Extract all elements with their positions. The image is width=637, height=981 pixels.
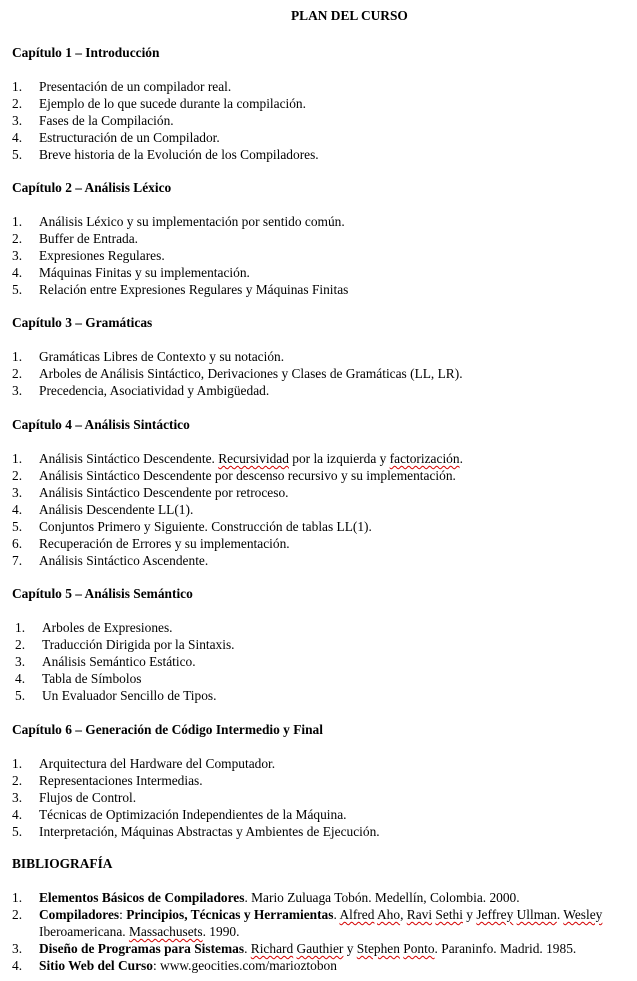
list-item: [12, 535, 637, 552]
item-number: 3.: [12, 941, 23, 956]
item-text: Máquinas Finitas y su implementación.: [39, 265, 250, 280]
chapter-6-section: [12, 721, 637, 840]
list-item: [12, 518, 637, 535]
bibliography-item: [12, 940, 637, 957]
item-text: Arquitectura del Hardware del Computador.: [39, 756, 276, 771]
chapter-2-section: [12, 179, 637, 298]
chapter-4-topic-list: [12, 450, 637, 569]
list-item: [12, 146, 637, 163]
item-number: 4.: [12, 265, 23, 280]
spellcheck-flagged-word[interactable]: Gauthier: [296, 941, 344, 956]
list-item: [12, 348, 637, 365]
item-text: Representaciones Intermedias.: [39, 773, 203, 788]
list-item: [12, 382, 637, 399]
list-item: [12, 484, 637, 501]
item-number: 1.: [12, 756, 23, 771]
list-item: [12, 78, 637, 95]
item-text: Conjuntos Primero y Siguiente. Construcción de tablas LL(1).: [39, 519, 372, 534]
spellcheck-flagged-word[interactable]: factorización: [389, 451, 460, 466]
list-item: [12, 636, 637, 653]
text-segment: .: [333, 907, 340, 922]
spellcheck-flagged-word[interactable]: Wesley: [563, 907, 603, 922]
item-number: 3.: [12, 383, 23, 398]
item-text: Un Evaluador Sencillo de Tipos.: [42, 688, 217, 703]
text-segment: y: [343, 941, 357, 956]
text-segment: . Paraninfo. Madrid. 1985.: [434, 941, 577, 956]
item-text: Estructuración de un Compilador.: [39, 130, 220, 145]
item-text: Traducción Dirigida por la Sintaxis.: [42, 637, 235, 652]
list-item: [12, 823, 637, 840]
chapter-5-topic-list: [12, 619, 637, 704]
item-number: 2.: [12, 231, 23, 246]
list-item: [12, 789, 637, 806]
item-text: [39, 450, 463, 467]
text-segment: y: [462, 907, 477, 922]
item-number: 3.: [12, 248, 23, 263]
item-number: 1.: [12, 890, 23, 905]
list-item: [12, 772, 637, 789]
list-item: [12, 213, 637, 230]
item-text: Análisis Descendente LL(1).: [39, 502, 194, 517]
chapter-4-section: [12, 416, 637, 569]
spellcheck-flagged-word[interactable]: Alfred: [339, 907, 375, 922]
list-item: [12, 619, 637, 636]
list-item: [12, 552, 637, 569]
spellcheck-flagged-word[interactable]: Richard: [250, 941, 294, 956]
chapter-1-heading: Capítulo 1 – Introducción: [12, 45, 160, 60]
item-number: 3.: [12, 113, 23, 128]
book-details: . Mario Zuluaga Tobón. Medellín, Colombia. 2000.: [244, 890, 520, 905]
item-text: Análisis Semántico Estático.: [42, 654, 196, 669]
item-number: 1.: [15, 620, 26, 635]
item-number: 1.: [12, 451, 23, 466]
chapter-2-topic-list: [12, 213, 637, 298]
item-text: Buffer de Entrada.: [39, 231, 139, 246]
bibliography-heading: BIBLIOGRAFÍA: [12, 856, 113, 871]
item-number: 4.: [15, 671, 26, 686]
text-segment: .: [556, 907, 564, 922]
chapter-5-section: [12, 585, 637, 704]
item-text: [39, 940, 629, 957]
item-text: [39, 889, 629, 906]
list-item: [12, 95, 637, 112]
item-number: 4.: [12, 130, 23, 145]
item-text: Análisis Léxico y su implementación por sentido común.: [39, 214, 345, 229]
list-item: [12, 450, 637, 467]
spellcheck-flagged-word[interactable]: Aho: [377, 907, 401, 922]
text-segment: ,: [400, 907, 407, 922]
list-item: [12, 129, 637, 146]
list-item: [12, 264, 637, 281]
list-item: [12, 653, 637, 670]
item-text: Arboles de Análisis Sintáctico, Derivaciones y Clases de Gramáticas (LL, LR).: [39, 366, 463, 381]
item-text: Expresiones Regulares.: [39, 248, 165, 263]
chapter-5-heading: Capítulo 5 – Análisis Semántico: [12, 586, 193, 601]
chapter-3-section: [12, 314, 637, 399]
list-item: [12, 365, 637, 382]
text-segment: :: [119, 907, 127, 922]
list-item: [12, 670, 637, 687]
list-item: [12, 806, 637, 823]
item-number: 3.: [12, 790, 23, 805]
item-text: Fases de la Compilación.: [39, 113, 174, 128]
item-number: 2.: [12, 907, 23, 922]
chapter-4-heading: Capítulo 4 – Análisis Sintáctico: [12, 417, 190, 432]
text-segment: .: [459, 451, 463, 466]
item-number: 3.: [12, 485, 23, 500]
text-segment: por la izquierda y: [288, 451, 390, 466]
item-number: 6.: [12, 536, 23, 551]
item-text: Flujos de Control.: [39, 790, 137, 805]
item-number: 5.: [12, 519, 23, 534]
item-number: 2.: [12, 96, 23, 111]
item-text: Ejemplo de lo que sucede durante la compilación.: [39, 96, 306, 111]
chapter-6-topic-list: [12, 755, 637, 840]
chapter-1-topic-list: [12, 78, 637, 163]
item-number: 2.: [15, 637, 26, 652]
item-text: Recuperación de Errores y su implementación.: [39, 536, 290, 551]
course-website-text: : www.geocities.com/marioztobon: [152, 958, 337, 973]
spellcheck-flagged-word[interactable]: Stephen: [356, 941, 400, 956]
book-title-part: Compiladores: [39, 907, 120, 922]
item-number: 1.: [12, 349, 23, 364]
bibliography-item: [12, 957, 637, 974]
item-text: Gramáticas Libres de Contexto y su notación.: [39, 349, 285, 364]
book-title: Sitio Web del Curso: [39, 958, 153, 973]
item-number: 2.: [12, 773, 23, 788]
spellcheck-flagged-word[interactable]: Ullman: [516, 907, 557, 922]
item-text: Análisis Sintáctico Descendente por descenso recursivo y su implementación.: [39, 468, 456, 483]
spellcheck-flagged-word[interactable]: Ravi: [406, 907, 433, 922]
item-text: [39, 957, 629, 974]
spellcheck-flagged-word[interactable]: Sethi: [435, 907, 463, 922]
item-number: 5.: [12, 282, 23, 297]
item-number: 1.: [12, 79, 23, 94]
chapter-3-topic-list: [12, 348, 637, 399]
chapter-3-heading: Capítulo 3 – Gramáticas: [12, 315, 153, 330]
item-text: Análisis Sintáctico Descendente por retroceso.: [39, 485, 289, 500]
book-title-part: Principios, Técnicas y Herramientas: [126, 907, 334, 922]
list-item: [12, 281, 637, 298]
list-item: [12, 687, 637, 704]
bibliography-item: [12, 906, 637, 940]
item-number: 4.: [12, 807, 23, 822]
item-number: 5.: [15, 688, 26, 703]
text-segment: . 1990.: [202, 924, 240, 939]
item-text: Interpretación, Máquinas Abstractas y Ambientes de Ejecución.: [39, 824, 380, 839]
item-number: 2.: [12, 468, 23, 483]
spellcheck-flagged-word[interactable]: Jeffrey: [476, 907, 514, 922]
item-number: 5.: [12, 147, 23, 162]
item-text: Arboles de Expresiones.: [42, 620, 173, 635]
item-number: 3.: [15, 654, 26, 669]
item-text: [39, 906, 629, 940]
document-title: PLAN DEL CURSO: [291, 8, 408, 23]
item-text: Tabla de Símbolos: [42, 671, 142, 686]
book-title: Diseño de Programas para Sistemas: [39, 941, 245, 956]
item-number: 4.: [12, 958, 23, 973]
item-text: Análisis Sintáctico Ascendente.: [39, 553, 209, 568]
spellcheck-flagged-word[interactable]: Recursividad: [218, 451, 289, 466]
text-segment: Iberoamericana.: [39, 924, 129, 939]
item-text: Precedencia, Asociatividad y Ambigüedad.: [39, 383, 270, 398]
spellcheck-flagged-word[interactable]: Massachusets: [128, 924, 203, 939]
chapter-6-heading: Capítulo 6 – Generación de Código Intermedio y Final: [12, 722, 323, 737]
text-segment: .: [244, 941, 251, 956]
list-item: [12, 467, 637, 484]
book-title: Elementos Básicos de Compiladores: [39, 890, 245, 905]
list-item: [12, 755, 637, 772]
text-segment: Análisis Sintáctico Descendente.: [39, 451, 219, 466]
item-number: 5.: [12, 824, 23, 839]
chapter-1-section: [12, 44, 637, 163]
list-item: [12, 230, 637, 247]
bibliography-section: [12, 855, 637, 974]
item-number: 7.: [12, 553, 23, 568]
item-text: Breve historia de la Evolución de los Compiladores.: [39, 147, 319, 162]
item-text: Relación entre Expresiones Regulares y Máquinas Finitas: [39, 282, 349, 297]
list-item: [12, 501, 637, 518]
item-number: 1.: [12, 214, 23, 229]
chapter-2-heading: Capítulo 2 – Análisis Léxico: [12, 180, 172, 195]
bibliography-item: [12, 889, 637, 906]
list-item: [12, 112, 637, 129]
spellcheck-flagged-word[interactable]: Ponto: [403, 941, 435, 956]
item-number: 4.: [12, 502, 23, 517]
item-text: Técnicas de Optimización Independientes de la Máquina.: [39, 807, 347, 822]
bibliography-list: [12, 889, 637, 974]
item-number: 2.: [12, 366, 23, 381]
list-item: [12, 247, 637, 264]
item-text: Presentación de un compilador real.: [39, 79, 232, 94]
